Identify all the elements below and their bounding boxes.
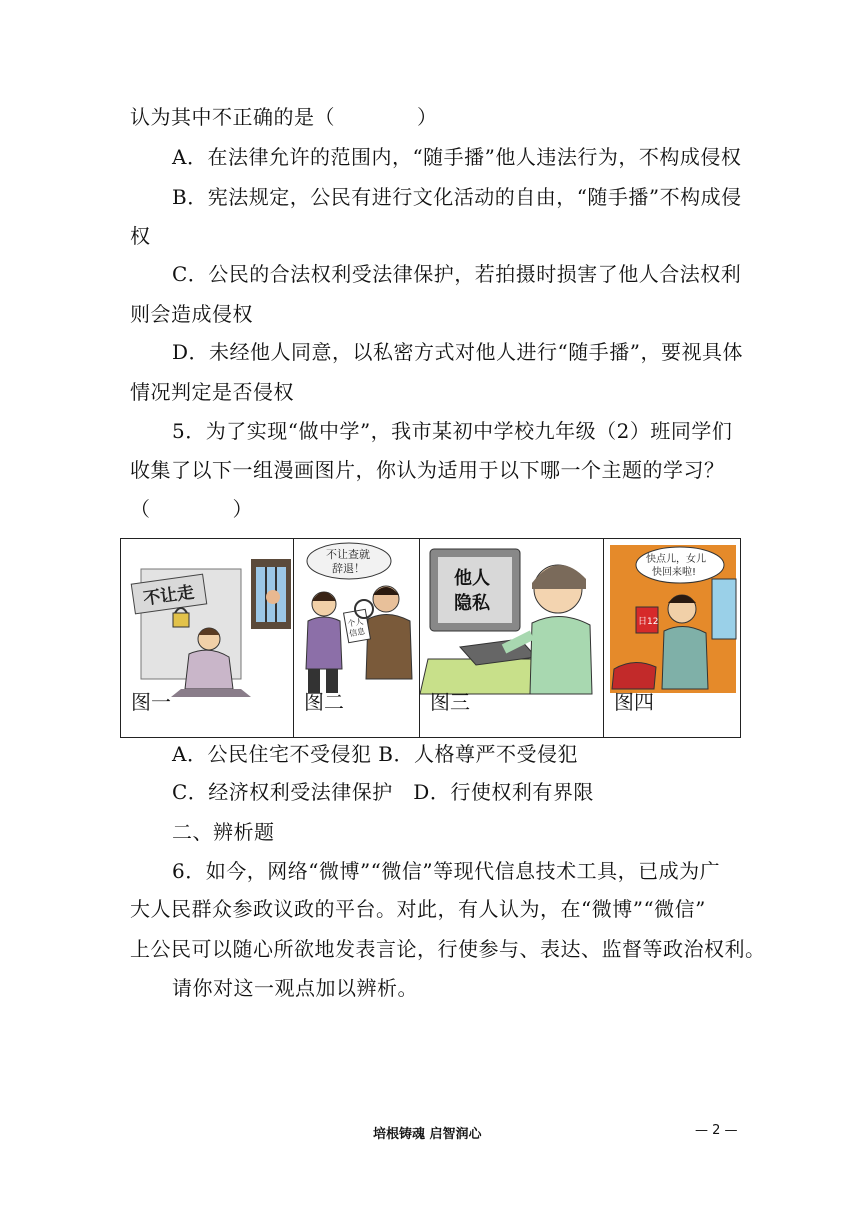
options-5cd: C．经济权利受法律保护 D．行使权利有界限 bbox=[172, 780, 594, 804]
cartoon-cell-1 bbox=[121, 539, 294, 738]
option-4a: A．在法律允许的范围内，“随手播”他人违法行为，不构成侵权 bbox=[172, 145, 742, 169]
options-5ab: A．公民住宅不受侵犯 B．人格尊严不受侵犯 bbox=[172, 742, 578, 766]
screen-text-1: 他人 bbox=[454, 568, 490, 589]
question-6-prompt: 请你对这一观点加以辨析。 bbox=[172, 976, 418, 1000]
caption-figure-2: 图二 bbox=[304, 690, 344, 714]
question-6-stem: 6．如今，网络“微博”“微信”等现代信息技术工具，已成为广 bbox=[172, 859, 721, 883]
calendar-text: 日12 bbox=[638, 617, 659, 627]
option-4c-cont: 则会造成侵权 bbox=[130, 302, 253, 326]
cartoon-info-check-image bbox=[294, 539, 419, 699]
bubble4-text-1: 快点儿，女儿 bbox=[646, 554, 706, 565]
cartoon-table bbox=[120, 538, 741, 738]
card-text-2: 信息 bbox=[348, 626, 366, 639]
card-text-1: 个人 bbox=[346, 616, 365, 629]
option-4c: C．公民的合法权利受法律保护，若拍摄时损害了他人合法权利 bbox=[172, 262, 742, 286]
option-4d: D．未经他人同意，以私密方式对他人进行“随手播”，要视具体 bbox=[172, 340, 743, 364]
caption-figure-4: 图四 bbox=[614, 690, 654, 714]
question-6-stem-cont-2: 上公民可以随心所欲地发表言论，行使参与、表达、监督等政治权利。 bbox=[130, 937, 766, 961]
cartoon-cell-2 bbox=[294, 539, 420, 738]
question-5-stem-cont: 收集了以下一组漫画图片，你认为适用于以下哪一个主题的学习？ bbox=[130, 458, 725, 482]
bubble-text-1: 不让查就 bbox=[326, 548, 370, 561]
question-5-stem: 5．为了实现“做中学”，我市某初中学校九年级（2）班同学们 bbox=[172, 419, 733, 443]
screen-text-2: 隐私 bbox=[454, 593, 490, 614]
cartoon-phone-monitor-image bbox=[604, 539, 740, 699]
footer-motto: 培根铸魂 启智润心 bbox=[373, 1127, 482, 1142]
cartoon-locked-door-image bbox=[121, 539, 293, 699]
bubble4-text-2: 快回来啦! bbox=[652, 567, 697, 578]
caption-figure-3: 图三 bbox=[430, 690, 470, 714]
cartoon-cell-4 bbox=[604, 539, 741, 738]
question-5-answer-blank: （ ） bbox=[130, 497, 253, 521]
question-6-stem-cont-1: 大人民群众参政议政的平台。对此，有人认为，在“微博”“微信” bbox=[130, 897, 706, 921]
cartoon-cell-3 bbox=[420, 539, 604, 738]
option-4b: B．宪法规定，公民有进行文化活动的自由，“随手播”不构成侵 bbox=[172, 185, 742, 209]
bubble-text-2: 辞退！ bbox=[332, 562, 365, 575]
sign-text: 不让走 bbox=[142, 582, 196, 610]
page-number: — 2 — bbox=[695, 1123, 738, 1138]
question-4-stem-end: 认为其中不正确的是（ ） bbox=[130, 105, 438, 129]
option-4d-cont: 情况判定是否侵权 bbox=[130, 380, 294, 404]
cartoon-privacy-screen-image bbox=[420, 539, 603, 699]
caption-figure-1: 图一 bbox=[131, 690, 171, 714]
section-heading-analysis: 二、辨析题 bbox=[172, 820, 275, 844]
option-4b-cont: 权 bbox=[130, 224, 151, 248]
